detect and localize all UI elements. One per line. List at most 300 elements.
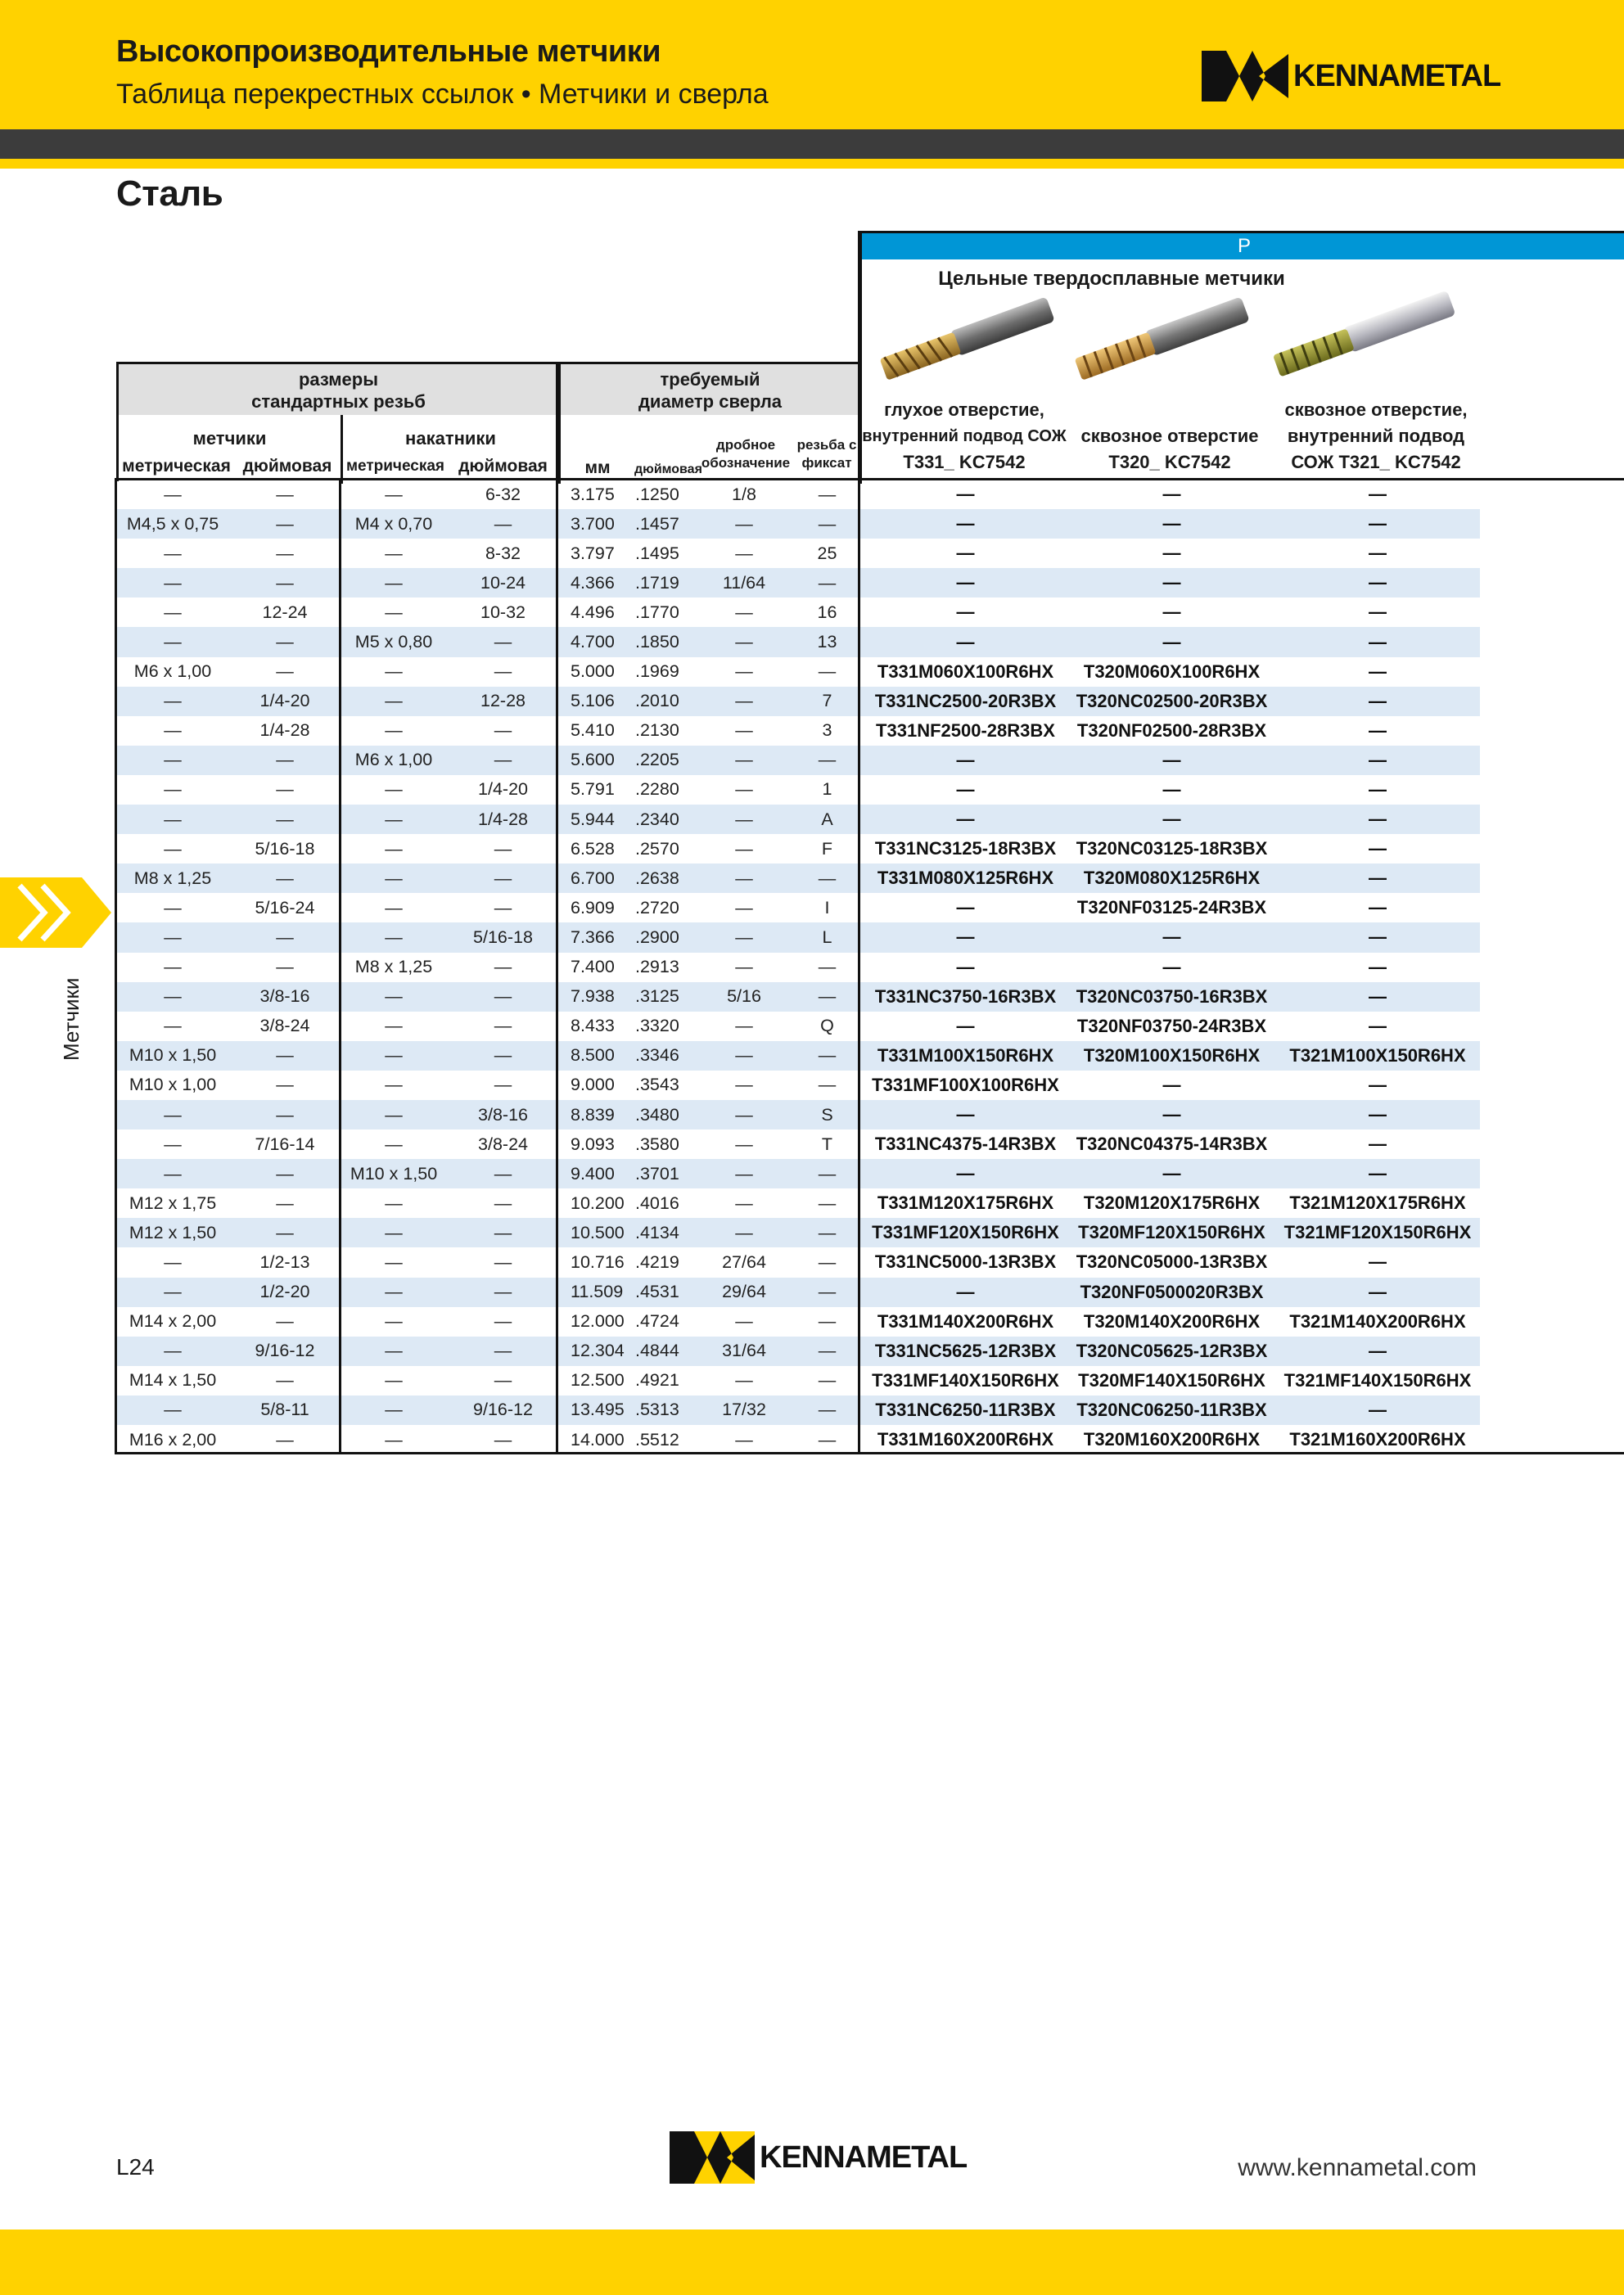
cell-roller-metric: — bbox=[385, 897, 403, 918]
cell-drill-fraction: — bbox=[735, 720, 753, 741]
cell-code-t331: — bbox=[956, 897, 975, 918]
cell-code-t331: — bbox=[956, 778, 975, 800]
thread-sizes-header: размеры стандартных резьб bbox=[119, 364, 558, 415]
cell-code-t331: — bbox=[956, 602, 975, 623]
cell-drill-inch: .3480 bbox=[632, 1100, 697, 1129]
cell-drill-mm: 6.909 bbox=[571, 897, 615, 918]
cell-drill-letter: — bbox=[818, 957, 837, 977]
cell-drill-letter: 1 bbox=[822, 779, 832, 800]
cell-roller-inch: 1/4-20 bbox=[478, 779, 528, 800]
taps-header: метчики bbox=[192, 428, 267, 449]
cell-roller-inch: 5/16-18 bbox=[447, 922, 559, 952]
cell-drill-inch: .4921 bbox=[635, 1370, 679, 1391]
cell-drill-fraction: — bbox=[735, 779, 753, 800]
cell-code-t331: — bbox=[863, 1278, 1068, 1307]
cell-drill-inch: .3320 bbox=[635, 1016, 679, 1036]
cell-roller-metric: — bbox=[385, 1016, 403, 1036]
cell-code-t321: — bbox=[1275, 687, 1480, 716]
cell-drill-fraction: 27/64 bbox=[722, 1251, 766, 1272]
cell-code-t321: — bbox=[1369, 661, 1387, 682]
cell-tap-metric: M8 x 1,25 bbox=[116, 863, 229, 893]
cell-drill-mm: 8.433 bbox=[571, 1016, 615, 1036]
cell-code-t320: T320MF140X150R6HX bbox=[1078, 1369, 1265, 1391]
cell-roller-metric: — bbox=[341, 687, 447, 716]
cell-code-t321: — bbox=[1275, 1278, 1480, 1307]
cell-drill-inch: .3543 bbox=[635, 1075, 679, 1095]
material-group-box bbox=[859, 231, 1624, 484]
cell-tap-inch: — bbox=[229, 509, 341, 539]
cell-tap-inch: — bbox=[276, 779, 294, 800]
cell-drill-mm: 7.366 bbox=[559, 922, 632, 952]
cell-drill-mm: 9.000 bbox=[571, 1075, 615, 1095]
cell-code-t321: — bbox=[1275, 627, 1480, 656]
drill-diameter-header: требуемый диаметр сверла bbox=[561, 364, 859, 415]
cell-roller-metric: M5 x 0,80 bbox=[341, 627, 447, 656]
cell-drill-letter: — bbox=[792, 509, 863, 539]
col-metric-rollers: метрическая bbox=[345, 458, 445, 475]
cell-tap-metric: M12 x 1,75 bbox=[129, 1193, 217, 1213]
website-link[interactable]: www.kennametal.com bbox=[1238, 2154, 1477, 2181]
cell-roller-metric: — bbox=[385, 1193, 403, 1213]
cell-drill-inch: .5512 bbox=[635, 1429, 679, 1450]
cell-code-t331: T331MF140X150R6HX bbox=[872, 1369, 1059, 1391]
cell-tap-metric: — bbox=[164, 1016, 182, 1036]
cell-drill-inch: .2280 bbox=[635, 779, 679, 800]
header-subtitle: Таблица перекрестных ссылок • Метчики и сверла bbox=[116, 79, 769, 110]
tap-image-t320 bbox=[1067, 291, 1255, 389]
table-row bbox=[116, 805, 1480, 834]
cell-code-t331: T331M140X200R6HX bbox=[877, 1310, 1054, 1332]
cell-tap-metric: — bbox=[164, 779, 182, 800]
cell-code-t331: — bbox=[956, 1015, 975, 1036]
col-mm: мм bbox=[584, 458, 611, 477]
cell-tap-inch: 1/4-28 bbox=[259, 720, 310, 741]
cell-drill-letter: — bbox=[792, 1395, 863, 1425]
cell-drill-fraction: — bbox=[697, 627, 792, 656]
table-row bbox=[116, 1278, 1480, 1307]
cell-drill-fraction: — bbox=[735, 897, 753, 918]
cell-drill-fraction: — bbox=[697, 1100, 792, 1129]
cell-drill-fraction: — bbox=[697, 687, 792, 716]
table-row bbox=[116, 1159, 1480, 1188]
cell-roller-inch: — bbox=[494, 957, 512, 977]
cell-tap-metric: M14 x 2,00 bbox=[129, 1311, 217, 1332]
table-row bbox=[116, 1307, 1480, 1337]
col-inch-drill: дюймовая bbox=[634, 462, 702, 476]
cell-drill-mm: 5.000 bbox=[571, 661, 615, 682]
cell-drill-inch: .1250 bbox=[635, 484, 679, 504]
cell-tap-inch: 3/8-16 bbox=[229, 982, 341, 1012]
table-row bbox=[116, 863, 1480, 893]
cell-tap-metric: — bbox=[116, 1395, 229, 1425]
cell-tap-metric: M10 x 1,50 bbox=[116, 1041, 229, 1071]
cell-roller-metric: M4 x 0,70 bbox=[341, 509, 447, 539]
table-row bbox=[116, 1337, 1480, 1366]
cell-drill-mm: 5.944 bbox=[559, 805, 632, 834]
cell-drill-inch: .2720 bbox=[635, 897, 679, 918]
table-row bbox=[116, 509, 1480, 539]
cell-code-t321: — bbox=[1369, 1015, 1387, 1036]
cell-drill-inch: .1969 bbox=[635, 661, 679, 682]
table-row bbox=[116, 1425, 1480, 1454]
cell-tap-metric: — bbox=[164, 1251, 182, 1272]
col-fraction: дробное обозначение bbox=[701, 437, 791, 471]
cell-tap-inch: — bbox=[276, 661, 294, 682]
cell-roller-inch: — bbox=[447, 1337, 559, 1366]
col-letter: резьба с фиксат bbox=[796, 437, 857, 471]
cell-code-t320: T320NC05625-12R3BX bbox=[1068, 1337, 1275, 1366]
table-divider bbox=[556, 362, 558, 1454]
cell-drill-letter: — bbox=[818, 1311, 837, 1332]
cell-code-t320: T320M140X200R6HX bbox=[1083, 1310, 1261, 1332]
tool-label-t320: сквозное отверстие T320_ KC7542 bbox=[1080, 426, 1259, 472]
cell-drill-fraction: — bbox=[697, 805, 792, 834]
page-header bbox=[0, 0, 1624, 129]
cell-drill-mm: 12.000 bbox=[571, 1311, 625, 1332]
cell-drill-inch: .3125 bbox=[632, 982, 697, 1012]
cell-drill-mm: 8.839 bbox=[559, 1100, 632, 1129]
cell-tap-inch: — bbox=[229, 746, 341, 775]
cell-code-t320: T320MF120X150R6HX bbox=[1068, 1218, 1275, 1247]
cell-roller-metric: — bbox=[341, 568, 447, 597]
cell-drill-mm: 11.509 bbox=[559, 1278, 632, 1307]
cell-drill-letter: 7 bbox=[792, 687, 863, 716]
cell-code-t320: T320M120X175R6HX bbox=[1083, 1193, 1261, 1214]
cell-roller-metric: — bbox=[341, 1218, 447, 1247]
cell-code-t321: — bbox=[1275, 1100, 1480, 1129]
cell-roller-metric: M8 x 1,25 bbox=[354, 957, 433, 977]
cell-roller-inch: — bbox=[494, 1251, 512, 1272]
cell-roller-metric: — bbox=[341, 1278, 447, 1307]
cell-drill-fraction: 11/64 bbox=[697, 568, 792, 597]
cell-roller-metric: — bbox=[385, 720, 403, 741]
cell-code-t320: — bbox=[1162, 543, 1181, 564]
cell-code-t320: — bbox=[1162, 956, 1181, 977]
cell-tap-inch: 5/16-24 bbox=[255, 897, 315, 918]
cell-drill-mm: 4.700 bbox=[559, 627, 632, 656]
table-row bbox=[116, 1071, 1480, 1100]
cell-code-t331: T331NC5625-12R3BX bbox=[863, 1337, 1068, 1366]
cell-tap-inch: — bbox=[276, 1075, 294, 1095]
cell-code-t320: T320NF02500-28R3BX bbox=[1076, 719, 1267, 741]
cell-code-t331: — bbox=[863, 568, 1068, 597]
cell-tap-metric: — bbox=[116, 1159, 229, 1188]
cell-tap-metric: — bbox=[116, 746, 229, 775]
cell-code-t321: — bbox=[1369, 1251, 1387, 1273]
cell-roller-inch: 10-24 bbox=[447, 568, 559, 597]
table-row bbox=[116, 982, 1480, 1012]
cell-roller-inch: — bbox=[494, 1370, 512, 1391]
cell-drill-mm: 12.500 bbox=[571, 1370, 625, 1391]
col-inch-taps: дюймовая bbox=[242, 457, 332, 476]
cell-code-t331: — bbox=[956, 956, 975, 977]
cell-roller-metric: — bbox=[385, 602, 403, 622]
table-row bbox=[116, 953, 1480, 982]
tap-image-t321 bbox=[1265, 286, 1461, 384]
cell-code-t321: — bbox=[1275, 746, 1480, 775]
col-inch-rollers: дюймовая bbox=[458, 457, 548, 476]
cell-roller-metric: — bbox=[341, 805, 447, 834]
cell-code-t320: T320NC04375-14R3BX bbox=[1076, 1134, 1268, 1155]
cell-tap-metric: — bbox=[116, 568, 229, 597]
cell-code-t320: — bbox=[1068, 746, 1275, 775]
cell-drill-letter: — bbox=[792, 1218, 863, 1247]
cell-drill-mm: 9.400 bbox=[559, 1159, 632, 1188]
cell-roller-inch: 1/4-28 bbox=[447, 805, 559, 834]
cell-drill-fraction: — bbox=[735, 661, 753, 682]
cell-code-t321: — bbox=[1275, 1159, 1480, 1188]
cell-drill-inch: .2010 bbox=[632, 687, 697, 716]
cell-code-t321: — bbox=[1275, 982, 1480, 1012]
cell-drill-fraction: — bbox=[735, 1075, 753, 1095]
cell-roller-inch: 10-32 bbox=[480, 602, 526, 622]
table-divider bbox=[339, 480, 341, 1454]
cell-roller-metric: — bbox=[341, 863, 447, 893]
cell-roller-inch: — bbox=[494, 1016, 512, 1036]
cell-drill-letter: — bbox=[792, 863, 863, 893]
cell-tap-metric: M14 x 1,50 bbox=[129, 1370, 217, 1391]
cell-drill-fraction: — bbox=[735, 602, 753, 622]
cell-code-t321: — bbox=[1369, 897, 1387, 918]
cell-drill-letter: — bbox=[792, 1159, 863, 1188]
cell-code-t321: — bbox=[1369, 1074, 1387, 1095]
cell-code-t321: — bbox=[1369, 956, 1387, 977]
table-row bbox=[116, 687, 1480, 716]
cell-drill-letter: 25 bbox=[817, 543, 837, 563]
cell-drill-fraction: — bbox=[735, 1193, 753, 1213]
tool-group-title: Цельные твердосплавные метчики bbox=[938, 268, 1285, 290]
cell-drill-letter: — bbox=[818, 1251, 837, 1272]
table-row bbox=[116, 1247, 1480, 1277]
cell-tap-metric: M4,5 x 0,75 bbox=[116, 509, 229, 539]
cell-code-t320: T320M160X200R6HX bbox=[1083, 1429, 1261, 1450]
cell-code-t320: — bbox=[1162, 484, 1181, 505]
cell-drill-letter: 16 bbox=[817, 602, 837, 622]
cell-tap-metric: — bbox=[164, 484, 182, 504]
cell-code-t331: T331NC3750-16R3BX bbox=[863, 982, 1068, 1012]
cell-drill-fraction: — bbox=[697, 509, 792, 539]
table-row bbox=[116, 1366, 1480, 1395]
cell-roller-inch: — bbox=[447, 863, 559, 893]
cell-drill-fraction: — bbox=[735, 1134, 753, 1154]
cell-drill-letter: Q bbox=[820, 1016, 834, 1036]
cell-tap-inch: — bbox=[276, 1193, 294, 1213]
cell-drill-fraction: — bbox=[697, 1218, 792, 1247]
cell-drill-letter: — bbox=[818, 1075, 837, 1095]
cell-roller-inch: — bbox=[447, 982, 559, 1012]
cell-drill-inch: .4531 bbox=[632, 1278, 697, 1307]
kennametal-logo bbox=[1202, 51, 1500, 101]
table-row bbox=[116, 1129, 1480, 1159]
cell-code-t320: — bbox=[1162, 778, 1181, 800]
table-row bbox=[116, 1218, 1480, 1247]
table-divider bbox=[858, 231, 860, 1454]
cell-tap-metric: — bbox=[164, 957, 182, 977]
cell-tap-inch: — bbox=[229, 568, 341, 597]
cell-tap-metric: — bbox=[164, 1134, 182, 1154]
cell-roller-inch: 3/8-24 bbox=[478, 1134, 528, 1154]
table-row bbox=[116, 1100, 1480, 1129]
cell-drill-fraction: 31/64 bbox=[697, 1337, 792, 1366]
material-group-bar: P bbox=[862, 233, 1624, 259]
cell-roller-inch: — bbox=[494, 1429, 512, 1450]
cell-roller-metric: — bbox=[385, 1370, 403, 1391]
cell-drill-letter: S bbox=[792, 1100, 863, 1129]
cell-code-t321: — bbox=[1275, 568, 1480, 597]
cell-drill-letter: 3 bbox=[822, 720, 832, 741]
cell-drill-inch: .2638 bbox=[632, 863, 697, 893]
cell-drill-letter: T bbox=[821, 1134, 833, 1154]
cell-code-t321: — bbox=[1275, 1337, 1480, 1366]
rollers-header: накатники bbox=[405, 428, 496, 449]
cell-code-t320: T320NC05000-13R3BX bbox=[1076, 1251, 1268, 1273]
cell-code-t320: — bbox=[1162, 1074, 1181, 1095]
cell-roller-metric: — bbox=[341, 922, 447, 952]
cell-roller-inch: — bbox=[494, 720, 512, 741]
cell-roller-inch: — bbox=[494, 1075, 512, 1095]
cell-drill-letter: — bbox=[792, 1041, 863, 1071]
cell-roller-metric: — bbox=[341, 1337, 447, 1366]
cell-code-t331: T331NC6250-11R3BX bbox=[863, 1395, 1068, 1425]
cell-drill-letter: — bbox=[818, 1193, 837, 1213]
cell-roller-inch: — bbox=[447, 1041, 559, 1071]
table-row bbox=[116, 834, 1480, 863]
cell-tap-inch: — bbox=[229, 627, 341, 656]
cell-roller-metric: M6 x 1,00 bbox=[341, 746, 447, 775]
side-tab-label: Метчики bbox=[59, 977, 83, 1061]
cell-drill-mm: 4.366 bbox=[559, 568, 632, 597]
cell-code-t321: T321M140X200R6HX bbox=[1289, 1310, 1466, 1332]
cell-tap-inch: 1/2-20 bbox=[229, 1278, 341, 1307]
cell-drill-inch: .5313 bbox=[632, 1395, 697, 1425]
cell-tap-inch: — bbox=[229, 1218, 341, 1247]
cell-code-t331: — bbox=[956, 543, 975, 564]
cell-tap-inch: — bbox=[229, 1041, 341, 1071]
cell-code-t320: T320NF0500020R3BX bbox=[1068, 1278, 1275, 1307]
cell-roller-metric: — bbox=[341, 982, 447, 1012]
table-row bbox=[116, 922, 1480, 952]
cell-drill-inch: .4844 bbox=[632, 1337, 697, 1366]
cell-code-t321: — bbox=[1275, 1395, 1480, 1425]
cell-drill-mm: 3.797 bbox=[571, 543, 615, 563]
cell-roller-metric: — bbox=[341, 1100, 447, 1129]
cell-code-t320: T320M060X100R6HX bbox=[1083, 661, 1261, 682]
cell-code-t331: T331M120X175R6HX bbox=[877, 1193, 1054, 1214]
footer-brand-wordmark: KENNAMETAL bbox=[760, 2139, 968, 2175]
cell-drill-mm: 13.495 bbox=[559, 1395, 632, 1425]
table-row bbox=[116, 1395, 1480, 1425]
cell-tap-inch: 1/4-20 bbox=[229, 687, 341, 716]
cell-tap-inch: 7/16-14 bbox=[255, 1134, 315, 1154]
cell-tap-inch: — bbox=[276, 543, 294, 563]
table-row bbox=[116, 657, 1480, 687]
cell-drill-mm: 14.000 bbox=[571, 1429, 625, 1450]
cell-code-t321: — bbox=[1369, 484, 1387, 505]
cell-tap-metric: — bbox=[164, 838, 182, 859]
table-row bbox=[116, 480, 1480, 509]
cell-code-t331: T331NC5000-13R3BX bbox=[874, 1251, 1057, 1273]
cell-drill-mm: 5.791 bbox=[571, 779, 615, 800]
cell-drill-inch: .3346 bbox=[632, 1041, 697, 1071]
cell-tap-metric: — bbox=[116, 687, 229, 716]
cell-code-t321: T321M100X150R6HX bbox=[1275, 1041, 1480, 1071]
cell-code-t321: — bbox=[1275, 509, 1480, 539]
cell-code-t331: — bbox=[863, 627, 1068, 656]
cell-tap-metric: M6 x 1,00 bbox=[133, 661, 212, 682]
cell-tap-inch: 12-24 bbox=[262, 602, 308, 622]
table-row bbox=[116, 1012, 1480, 1041]
cell-drill-mm: 3.700 bbox=[559, 509, 632, 539]
tap-image-t331 bbox=[872, 291, 1060, 389]
cell-code-t331: T331NC3125-18R3BX bbox=[874, 838, 1057, 859]
cell-code-t331: — bbox=[863, 922, 1068, 952]
header-accent-line bbox=[0, 159, 1624, 169]
cell-code-t331: T331M160X200R6HX bbox=[877, 1429, 1054, 1450]
cell-code-t321: T321M120X175R6HX bbox=[1289, 1193, 1466, 1214]
cell-tap-metric: — bbox=[164, 602, 182, 622]
cell-drill-mm: 5.410 bbox=[571, 720, 615, 741]
cell-drill-mm: 10.716 bbox=[571, 1251, 625, 1272]
cell-code-t331: T331M080X125R6HX bbox=[863, 863, 1068, 893]
cell-drill-inch: .4219 bbox=[635, 1251, 679, 1272]
footer-kennametal-k-icon bbox=[670, 2131, 755, 2184]
cell-code-t320: — bbox=[1068, 568, 1275, 597]
cell-tap-inch: — bbox=[229, 922, 341, 952]
cell-code-t321: — bbox=[1275, 805, 1480, 834]
cell-drill-fraction: — bbox=[697, 1041, 792, 1071]
cell-drill-fraction: 1/8 bbox=[732, 484, 756, 504]
cell-roller-metric: — bbox=[341, 1395, 447, 1425]
cell-drill-fraction: — bbox=[697, 746, 792, 775]
cell-code-t331: T331NC2500-20R3BX bbox=[863, 687, 1068, 716]
cell-code-t320: T320M080X125R6HX bbox=[1068, 863, 1275, 893]
table-row bbox=[116, 746, 1480, 775]
cell-code-t321: — bbox=[1369, 778, 1387, 800]
cell-tap-inch: 5/16-18 bbox=[255, 838, 315, 859]
cell-tap-metric: — bbox=[116, 805, 229, 834]
cell-code-t320: T320NC03125-18R3BX bbox=[1076, 838, 1268, 859]
cell-drill-mm: 5.600 bbox=[559, 746, 632, 775]
cell-drill-inch: .2900 bbox=[632, 922, 697, 952]
cell-roller-metric: — bbox=[385, 838, 403, 859]
footer-band bbox=[0, 2230, 1624, 2295]
cell-roller-metric: — bbox=[385, 1251, 403, 1272]
tool-label-t321: сквозное отверстие, внутренний подвод СОЖ T321_ KC7542 bbox=[1284, 399, 1468, 472]
cell-drill-mm: 7.938 bbox=[559, 982, 632, 1012]
cell-tap-inch: 3/8-24 bbox=[259, 1016, 310, 1036]
cell-drill-inch: .2570 bbox=[635, 838, 679, 859]
cell-code-t320: — bbox=[1162, 602, 1181, 623]
cell-drill-letter: I bbox=[824, 897, 830, 918]
cell-code-t331: T331NC4375-14R3BX bbox=[874, 1134, 1057, 1155]
header-title: Высокопроизводительные метчики bbox=[116, 34, 661, 69]
cell-drill-letter: L bbox=[792, 922, 863, 952]
cell-tap-metric: — bbox=[164, 897, 182, 918]
cell-drill-inch: .2913 bbox=[635, 957, 679, 977]
cell-code-t320: — bbox=[1068, 805, 1275, 834]
cell-tap-inch: — bbox=[276, 484, 294, 504]
cell-code-t321: T321M160X200R6HX bbox=[1289, 1429, 1466, 1450]
cell-drill-letter: — bbox=[818, 661, 837, 682]
table-row bbox=[116, 775, 1480, 805]
cell-roller-inch: — bbox=[494, 897, 512, 918]
col-metric-taps: метрическая bbox=[122, 457, 231, 476]
cell-roller-inch: 6-32 bbox=[485, 484, 521, 504]
cell-drill-letter: — bbox=[792, 568, 863, 597]
cell-roller-metric: — bbox=[385, 1134, 403, 1154]
cell-code-t331: — bbox=[863, 509, 1068, 539]
tool-label-t331: глухое отверстие, внутренний подвод СОЖ T331_ KC7542 bbox=[862, 399, 1067, 472]
